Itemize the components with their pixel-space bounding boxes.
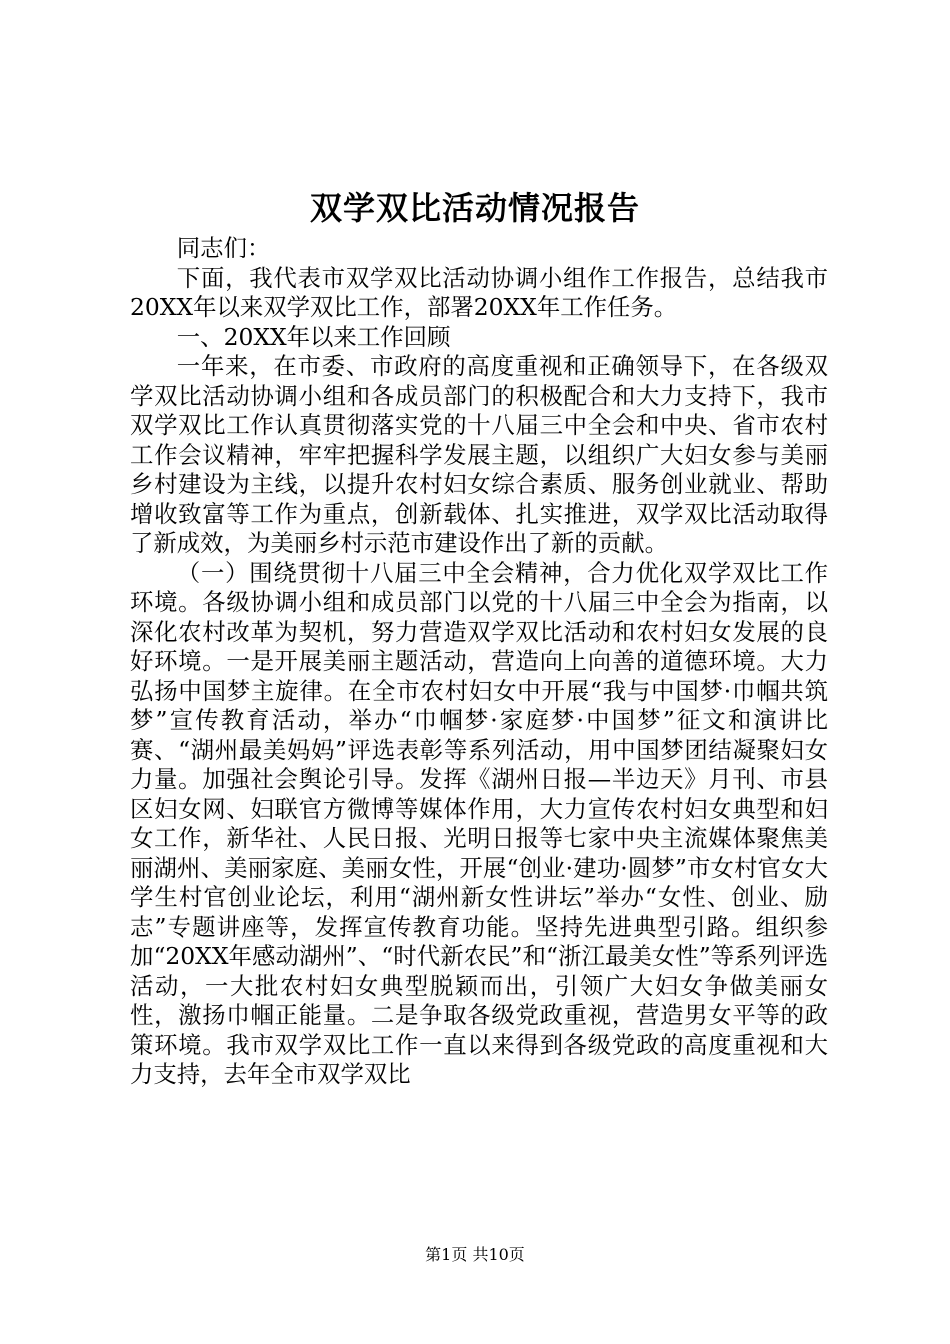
review-paragraph: 一年来，在市委、市政府的高度重视和正确领导下，在各级双学双比活动协调小组和各成员部门的积极配合和大力支持下，我市双学双比工作认真贯彻落实党的十八届三中全会和中央、省市农村工作会议精神，牢牢把握科学发展主题，以组织广大妇女参与美丽乡村建设为主线，以提升农村妇女综合素质、服务创业就业、帮助增收致富等工作为重点，创新载体、扎实推进，双学双比活动取得了新成效，为美丽乡村示范市建设作出了新的贡献。	[130, 352, 828, 557]
document-title: 双学双比活动情况报告	[309, 189, 640, 227]
intro-paragraph: 下面，我代表市双学双比活动协调小组作工作报告，总结我市20XX年以来双学双比工作，部署20XX年工作任务。	[130, 263, 828, 321]
section-heading: 一、20XX年以来工作回顾	[176, 322, 451, 351]
salutation-paragraph: 同志们：	[176, 234, 271, 262]
page-footer: 第1页 共10页	[425, 1245, 525, 1264]
document-body	[130, 234, 828, 1090]
subsection-paragraph: （一）围绕贯彻十八届三中全会精神，合力优化双学双比工作环境。各级协调小组和成员部门以党的十八届三中全会为指南，以深化农村改革为契机，努力营造双学双比活动和农村妇女发展的良好环境。一是开展美丽主题活动，营造向上向善的道德环境。大力弘扬中国梦主旋律。在全市农村妇女中开展“我与中国梦·巾帼共筑梦”宣传教育活动，举办“巾帼梦·家庭梦·中国梦”征文和演讲比赛、“湖州最美妈妈”评选表彰等系列活动，用中国梦团结凝聚妇女力量。加强社会舆论引导。发挥《湖州日报—半边天》月刊、市县区妇女网、妇联官方微博等媒体作用，大力宣传农村妇女典型和妇女工作，新华社、人民日报、光明日报等七家中央主流媒体聚焦美丽湖州、美丽家庭、美丽女性，开展“创业·建功·圆梦”市女村官女大学生村官创业论坛，利用“湖州新女性讲坛”举办“女性、创业、励志”专题讲座等，发挥宣传教育功能。坚持先进典型引路。组织参加“20XX年感动湖州”、“时代新农民”和“浙江最美女性”等系列评选活动，一大批农村妇女典型脱颖而出，引领广大妇女争做美丽女性，激扬巾帼正能量。二是争取各级党政重视，营造男女平等的政策环境。我市双学双比工作一直以来得到各级党政的高度重视和大力支持，去年全市双学双比	[130, 558, 828, 1088]
